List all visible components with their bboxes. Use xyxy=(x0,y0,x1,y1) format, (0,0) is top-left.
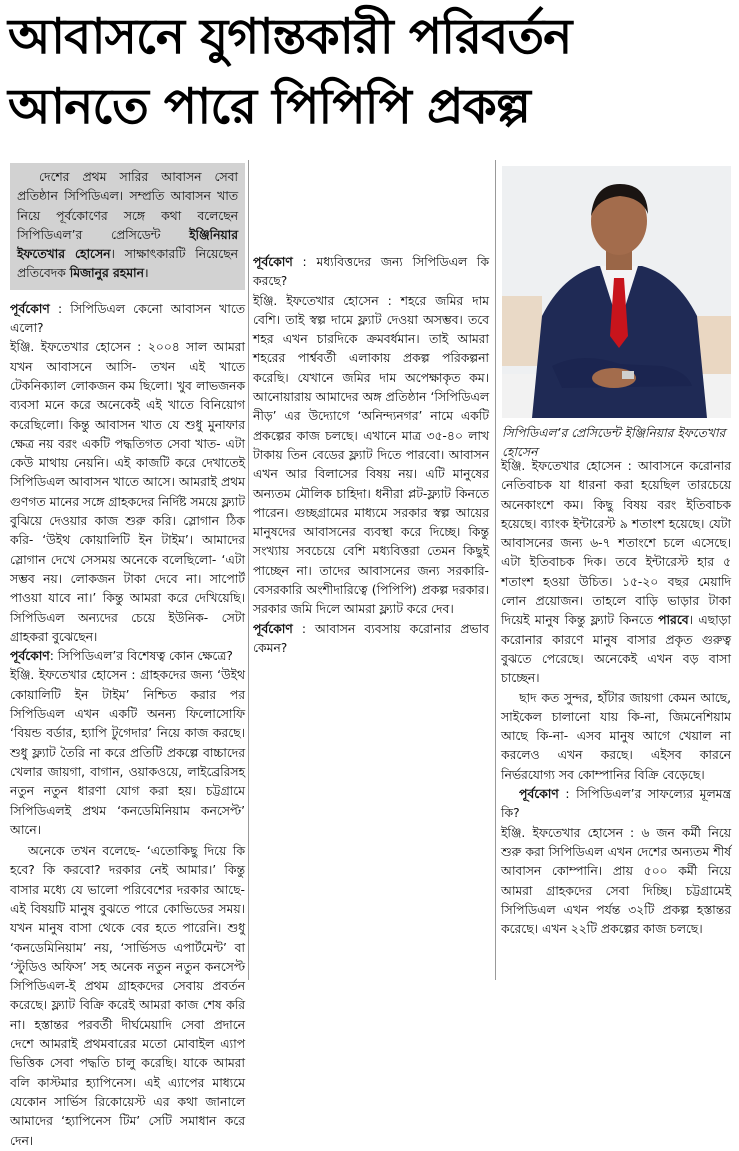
column-divider xyxy=(495,160,496,980)
answer: ইঞ্জি. ইফতেখার হোসেন : ৬ জন কর্মী নিয়ে শুরু করা সিপিডিএল এখন দেশের অন্যতম শীর্ষ আবাসন কোম্পানি। প্রায় ৫০০ কর্মী নিয়ে আমরা গ্রাহকদের সেবা দিচ্ছি। চট্টগ্রামেই সিপিডিএল এখন পর্যন্ত ৩২টি প্রকল্প হস্তান্তর করেছে। এখন ২২টি প্রকল্পের কাজ চলছে। xyxy=(501,825,731,937)
answer: ইঞ্জি. ইফতেখার হোসেন : ২০০৪ সাল আমরা যখন আবাসনে আসি- তখন এই খাতে টেকনিক্যাল লোকজন কম ছিলো। খুব লাভজনক ব্যবসা মনে করে অনেকেই এই খাতে বিনিয়োগ করেছিলো। কিন্তু আবাসন খাত যে শুধু মুনাফার ক্ষেত্র নয় বরং একটি পদ্ধতিগত সেবা খাত- এটা কেউ মাথায় নেয়নি। এই কাজটি করে দেখাতেই সিপিডিএল আবাসন খাতে আসে। আমরাই প্রথম গুণগত মানের সঙ্গে গ্রাহকদের নির্দিষ্ট সময়ে ফ্ল্যাট বুঝিয়ে দেওয়ার কাজ শুরু করি। স্লোগান ঠিক করি- ‘উইথ কোয়ালিটি ইন টাইম’। আমাদের স্লোগান দেখে সেসময় অনেকে বলেছিলো- ‘এটা সম্ভব নয়। লোকজন টাকা দেবে না। সাপোর্ট পাওয়া যাবে না।’ কিন্তু আমরা করে দেখিয়েছি। সিপিডিএল অন্যদের চেয়ে ইউনিক- সেটা গ্রাহকরা বুঝেছেন। xyxy=(10,340,245,644)
question-label: পূর্বকোণ xyxy=(10,301,50,316)
question xyxy=(10,300,245,339)
article-column-2 xyxy=(253,163,489,658)
question-text: : সিপিডিএল’র সাফল্যের মূলমন্ত্র কি? xyxy=(501,787,731,821)
intro-text: । সাক্ষাৎকারটি নিয়েছেন প্রতিবেদক xyxy=(17,247,238,281)
answer: ইঞ্জি. ইফতেখার হোসেন : শহরে জমির দাম বেশি। তাই স্বল্প দামে ফ্ল্যাট দেওয়া অসম্ভব। তবে শহর এখন চারদিকে ক্রমবর্ধমান। তাই আমরা শহরের পার্শ্ববর্তী এলাকায় প্রকল্প পরিকল্পনা করেছি। যেখানে জমির দাম অপেক্ষাকৃত কম। আনোয়ারায় আমাদের অঙ্গ প্রতিষ্ঠান ‘সিপিডিএল নীড়’ এর উদ্যোগে ‘অনিন্দ্যনগর’ নামে একটি প্রকল্পের কাজ চলছে। এখানে মাত্র ৩৫-৪০ লাখ টাকায় তিন বেডের ফ্ল্যাট দিতে পারবো। আবাসন এখন আর বিলাসের বিষয় নয়। এটি মানুষের অন্যতম মৌলিক চাহিদা। ধনীরা প্লট-ফ্ল্যাট কিনতে পারেন। গুচ্ছগ্রামের মাধ্যমে সরকার স্বল্প আয়ের মানুষদের আবাসনের ব্যবস্থা করে দিচ্ছে। কিন্তু সংখ্যায় সবচেয়ে বেশি মধ্যবিত্তরা তেমন কিছুই পাচ্ছেন না। তাদের আবাসনের জন্য সরকারি-বেসরকারি অংশীদারিত্বে (পিপিপি) প্রকল্প দরকার। সরকার জমি দিলে আমরা ফ্ল্যাট করে দেব। xyxy=(253,293,489,617)
question-label: পূর্বকোণ xyxy=(253,621,293,636)
intro-box xyxy=(10,163,245,290)
answer: ইঞ্জি. ইফতেখার হোসেন : গ্রাহকদের জন্য ‘উইথ কোয়ালিটি ইন টাইম’ নিশ্চিত করার পর সিপিডিএল এখন একটি অনন্য ফিলোসোফি ‘বিয়ন্ড বর্ডার, হ্যাপি টুগেদার’ নিয়ে কাজ করছে। শুধু ফ্ল্যাট তৈরি না করে প্রতিটি প্রকল্পে বাচ্চাদের খেলার জায়গা, বাগান, ওয়াকওয়ে, লাইব্রেরিসহ নতুন নতুন ধারণা যোগ করা হয়। চট্টগ্রামে সিপিডিএলই প্রথম ‘কনডেমিনিয়াম কনসেপ্ট’ আনে। xyxy=(10,668,245,837)
question-text: : আবাসন ব্যবসায় করোনার প্রভাব কেমন? xyxy=(253,621,489,655)
article-column-3 xyxy=(501,457,731,939)
question xyxy=(10,647,245,666)
answer: ছাদ কত সুন্দর, হাঁটার জায়গা কেমন আছে, সাইকেল চালানো যায় কি-না, জিমনেশিয়াম আছে কি-না- এসব মানুষ আগে খেয়াল না করলেও এখন করছে। এইসব কারনে নির্ভরযোগ্য সব কোম্পানির বিক্রি বেড়েছে। xyxy=(501,690,731,782)
question xyxy=(253,620,489,659)
photo-caption: সিপিডিএল’র প্রেসিডেন্ট ইঞ্জিনিয়ার ইফতেখার হোসেন xyxy=(502,426,726,459)
headline xyxy=(8,2,733,142)
question-label: পূর্বকোণ xyxy=(10,649,50,664)
question-text: : সিপিডিএল কেনো আবাসন খাতে এলো? xyxy=(10,301,245,336)
interviewee-name: ইঞ্জিনিয়ার ইফতেখার হোসেন xyxy=(17,227,238,262)
question xyxy=(253,253,489,292)
reporter-name: মিজানুর রহমান xyxy=(69,266,144,281)
article-column-1 xyxy=(10,163,245,1151)
question-label: পূর্বকোণ xyxy=(519,787,559,802)
question-text: : সিপিডিএল’র বিশেষত্ব কোন ক্ষেত্রে? xyxy=(49,649,233,664)
answer-text: ইঞ্জি. ইফতেখার হোসেন : আবাসনে করোনার নেতিবাচক যা ধারনা করা হয়েছিল তারচেয়ে অনেকাংশে কম। কিছু বিষয় বরং ইতিবাচক হয়েছে। ব্যাংক ইন্টারেস্ট ৯ শতাংশ হয়েছে। যেটা আবাসনের জন্য ৬-৭ শতাংশে চলে এসেছে। এটা ইতিবাচক দিক। তবে ইন্টারেস্ট হার ৫ শতাংশ হওয়া উচিত। ১৫-২০ বছর মেয়াদি লোন প্রয়োজন। তাহলে বাড়ি ভাড়ার টাকা দিয়েই মানুষ কিন্তু ফ্ল্যাট কিনতে xyxy=(501,459,731,628)
portrait-illustration xyxy=(502,166,731,418)
answer xyxy=(501,457,731,689)
headline-line-1: আবাসনে যুগান্তকারী পরিবর্তন xyxy=(8,8,572,65)
headline-line-2: আনতে পারে পিপিপি প্রকল্প xyxy=(8,78,530,135)
question-label: পূর্বকোণ xyxy=(253,255,293,269)
answer: অনেকে তখন বলেছে- ‘এতোকিছু দিয়ে কি হবে? কি করবো? দরকার নেই আমার।’ কিন্তু বাসার মধ্যে যে ভালো পরিবেশের দরকার আছে- এই বিষয়টি মানুষ বুঝতে পারে কোভিডের সময়। যখন মানুষ বাসা থেকে বের হতে পারেনি। শুধু ‘কনডেমিনিয়াম’ নয়, ‘সার্ভিসড এপার্টমেন্ট’ বা ‘স্টুডিও অফিস’ সহ অনেক নতুন নতুন কনসেপ্ট সিপিডিএল-ই প্রথম গ্রাহকদের সেবায় প্রবর্তন করেছে। ফ্ল্যাট বিক্রি করেই আমরা কাজ শেষ করি না। হস্তান্তর পরবর্তী দীর্ঘমেয়াদি সেবা প্রদানে দেশে আমরাই প্রথমবারের মতো মোবাইল এ্যাপ ভিত্তিক সেবা পদ্ধতি চালু করেছি। যাকে আমরা বলি কাস্টমার হ্যাপিনেস। এই এ্যাপের মাধ্যমে যেকোন সার্ভিস রিকোয়েস্ট এর কথা জানালে আমাদের ‘হ্যাপিনেস টিম’ সেটি সমাধান করে দেন। xyxy=(10,844,245,1148)
question xyxy=(501,785,731,824)
answer-text: । এছাড়া করোনার কারণে মানুষ বাসার প্রকৃত গুরুত্ব বুঝতে পেরেছে। অনেকেই এখন বড় বাসা চাচ্ছেন। xyxy=(501,613,731,686)
answer-emphasis: পারবে xyxy=(658,613,689,628)
column-divider xyxy=(248,160,249,980)
question-text: : মধ্যবিত্তদের জন্য সিপিডিএল কি করছে? xyxy=(253,255,489,289)
intro-text: । xyxy=(143,266,149,281)
intro-text: দেশের প্রথম সারির আবাসন সেবা প্রতিষ্ঠান সিপিডিএল। সম্প্রতি আবাসন খাত নিয়ে পূর্বকোণের সঙ্গে কথা বলেছেন সিপিডিএল’র প্রেসিডেন্ট xyxy=(17,170,238,242)
president-photo xyxy=(502,166,731,418)
